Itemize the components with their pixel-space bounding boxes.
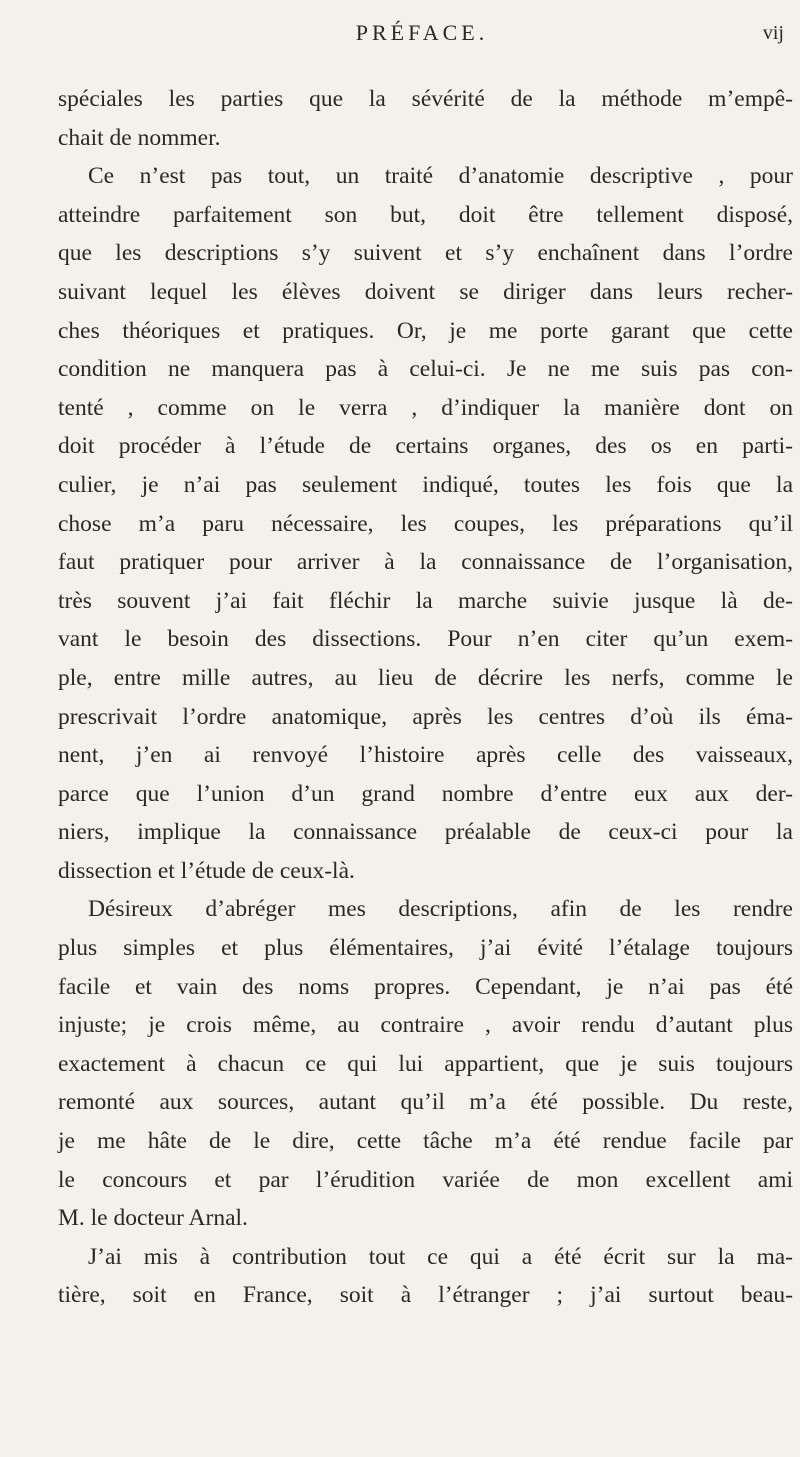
text-line: suivant lequel les élèves doivent se diriger dans leurs recher- [58, 278, 793, 305]
text-line: plus simples et plus élémentaires, j’ai évité l’étalage toujours [58, 935, 793, 962]
text-line: que les descriptions s’y suivent et s’y enchaînent dans l’ordre [58, 240, 793, 267]
text-line: ple, entre mille autres, au lieu de décrire les nerfs, comme le [58, 664, 793, 691]
running-title: PRÉFACE. [355, 20, 489, 45]
text-line: parce que l’union d’un grand nombre d’entre eux aux der- [58, 780, 793, 807]
text-line: tenté , comme on le verra , d’indiquer la manière dont on [58, 394, 793, 421]
text-line: très souvent j’ai fait fléchir la marche suivie jusque là de- [58, 587, 793, 614]
text-line: atteindre parfaitement son but, doit être tellement disposé, [58, 201, 793, 228]
text-line: Désireux d’abréger mes descriptions, afin de les rendre [88, 896, 793, 923]
text-line: culier, je n’ai pas seulement indiqué, toutes les fois que la [58, 471, 793, 498]
text-line: prescrivait l’ordre anatomique, après les centres d’où ils éma- [58, 703, 793, 730]
text-line: je me hâte de le dire, cette tâche m’a été rendue facile par [58, 1128, 793, 1155]
text-line: le concours et par l’érudition variée de mon excellent ami [58, 1166, 793, 1193]
text-line: M. le docteur Arnal. [58, 1205, 248, 1232]
text-line: exactement à chacun ce qui lui appartient, que je suis toujours [58, 1050, 793, 1077]
text-line: ches théoriques et pratiques. Or, je me porte garant que cette [58, 317, 793, 344]
text-line: J’ai mis à contribution tout ce qui a été écrit sur la ma- [88, 1243, 793, 1270]
text-line: chose m’a paru nécessaire, les coupes, les préparations qu’il [58, 510, 793, 537]
text-line: condition ne manquera pas à celui-ci. Je ne me suis pas con- [58, 356, 793, 383]
text-line: dissection et l’étude de ceux-là. [58, 857, 355, 884]
text-line: spéciales les parties que la sévérité de la méthode m’empê- [58, 86, 793, 112]
text-line: chait de nommer. [58, 124, 221, 151]
text-line: niers, implique la connaissance préalable de ceux-ci pour la [58, 819, 793, 846]
text-line: remonté aux sources, autant qu’il m’a été possible. Du reste, [58, 1089, 793, 1116]
text-line: vant le besoin des dissections. Pour n’en citer qu’un exem- [58, 626, 793, 653]
text-line: injuste; je crois même, au contraire , avoir rendu d’autant plus [58, 1012, 793, 1039]
body-text [58, 80, 793, 1315]
text-line: faut pratiquer pour arriver à la connaissance de l’organisation, [58, 549, 793, 576]
text-line: doit procéder à l’étude de certains organes, des os en parti- [58, 433, 793, 460]
running-head [60, 14, 784, 54]
text-line: nent, j’en ai renvoyé l’histoire après celle des vaisseaux, [58, 742, 793, 769]
text-line: tière, soit en France, soit à l’étranger ; j’ai surtout beau- [58, 1282, 793, 1309]
text-line: facile et vain des noms propres. Cependant, je n’ai pas été [58, 973, 793, 1000]
text-line: Ce n’est pas tout, un traité d’anatomie descriptive , pour [88, 163, 793, 190]
page-number: vij [762, 22, 784, 44]
